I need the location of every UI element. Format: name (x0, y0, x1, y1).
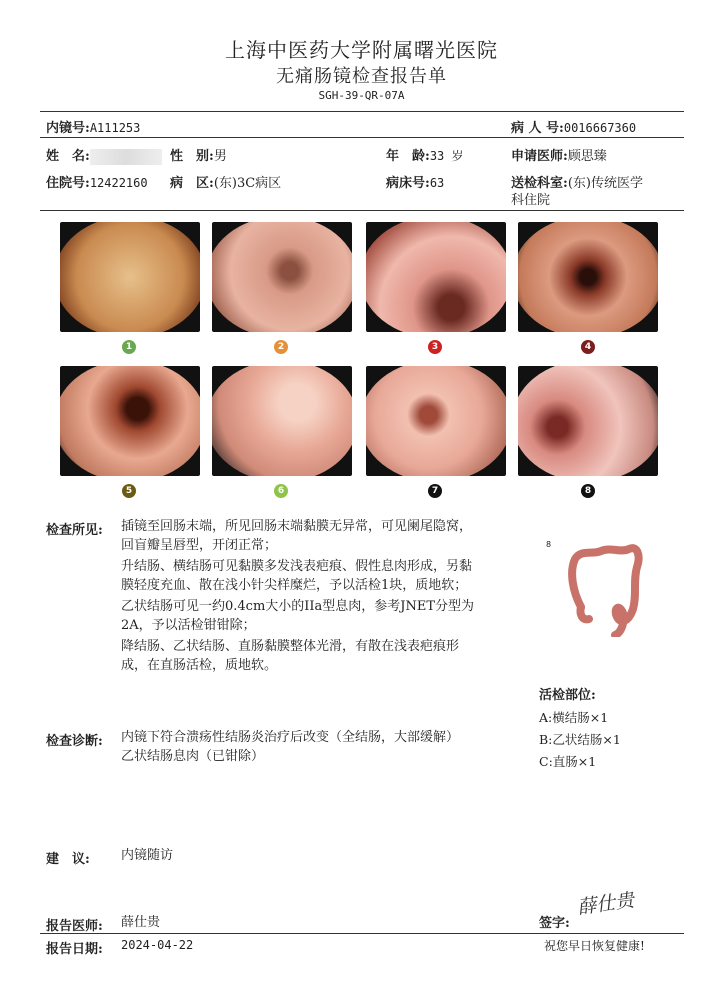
biopsy-label: 活检部位: (539, 688, 596, 703)
diagram-marker: 8 (546, 540, 552, 549)
closing-wish: 祝您早日恢复健康! (544, 939, 645, 953)
doctor-field: 申请医师:顾思臻 (511, 149, 607, 164)
colon-diagram-icon (563, 537, 643, 637)
diagnosis-label: 检查诊断: (46, 734, 103, 749)
endoscopy-image-7 (366, 366, 506, 476)
scope-no-field: 内镜号:A111253 (46, 121, 141, 136)
name-field: 姓 名: (46, 145, 162, 165)
advice-label: 建 议: (46, 852, 90, 867)
signature-label: 签字: (539, 916, 570, 931)
image-number-3: 3 (428, 340, 442, 354)
age-field: 年 龄:33 岁 (386, 149, 464, 164)
divider (40, 210, 684, 211)
sex-field: 性 别:男 (170, 149, 227, 164)
report-date: 2024-04-22 (121, 938, 194, 952)
biopsy-item-b: B:乙状结肠×1 (539, 732, 621, 747)
endoscopy-image-3 (366, 222, 506, 332)
endoscopy-image-8 (518, 366, 658, 476)
patient-no-field: 病 人 号:0016667360 (511, 121, 637, 136)
endoscopy-image-2 (212, 222, 352, 332)
report-title: 无痛肠镜检查报告单 (276, 66, 447, 87)
biopsy-item-c: C:直肠×1 (539, 754, 597, 769)
endoscopy-image-4 (518, 222, 658, 332)
redacted-name (90, 149, 162, 165)
bed-field: 病床号:63 (386, 176, 445, 191)
dept-field: 送检科室:(东)传统医学 (511, 176, 643, 191)
advice-text: 内镜随访 (121, 848, 174, 863)
image-number-1: 1 (122, 340, 136, 354)
divider (40, 111, 684, 112)
divider (40, 933, 684, 934)
divider (40, 137, 684, 138)
endoscopy-image-6 (212, 366, 352, 476)
findings-label: 检查所见: (46, 523, 103, 538)
reporter-label: 报告医师: (46, 919, 103, 934)
date-label: 报告日期: (46, 942, 103, 957)
diagnosis-text: 内镜下符合溃疡性结肠炎治疗后改变（全结肠，大部缓解） 乙状结肠息肉（已钳除） (121, 730, 460, 764)
reporter-name: 薛仕贵 (121, 915, 161, 930)
ward-field: 病 区:(东)3C病区 (170, 176, 282, 191)
dept-field-cont: 科住院 (511, 193, 551, 208)
image-number-2: 2 (274, 340, 288, 354)
hospital-name: 上海中医药大学附属曙光医院 (225, 38, 498, 62)
image-number-8: 8 (581, 484, 595, 498)
image-number-7: 7 (428, 484, 442, 498)
image-number-4: 4 (581, 340, 595, 354)
findings-text: 插镜至回肠末端，所见回肠末端黏膜无异常，可见阑尾隐窝， 回盲瓣呈唇型，开闭正常； 升结肠、横结肠可见黏膜多发浅表疤痕、假性息肉形成，另黏 膜轻度充血、散在浅小针尖样糜烂，予以活检1块，质地软； 乙状结肠可见一约0.4cm大小的IIa型息肉，参考JNET分型为 2A，予以活检钳钳除； 降结肠、乙状结肠、直肠黏膜整体光滑，有散在浅表疤痕形 成，在直肠活检，质地软。 (121, 519, 475, 673)
signature: 薛仕贵 (575, 889, 636, 919)
form-code: SGH-39-QR-07A (318, 89, 405, 102)
endoscopy-image-1 (60, 222, 200, 332)
image-number-5: 5 (122, 484, 136, 498)
endoscopy-image-5 (60, 366, 200, 476)
admission-field: 住院号:12422160 (46, 176, 148, 191)
biopsy-item-a: A:横结肠×1 (539, 710, 609, 725)
image-number-6: 6 (274, 484, 288, 498)
